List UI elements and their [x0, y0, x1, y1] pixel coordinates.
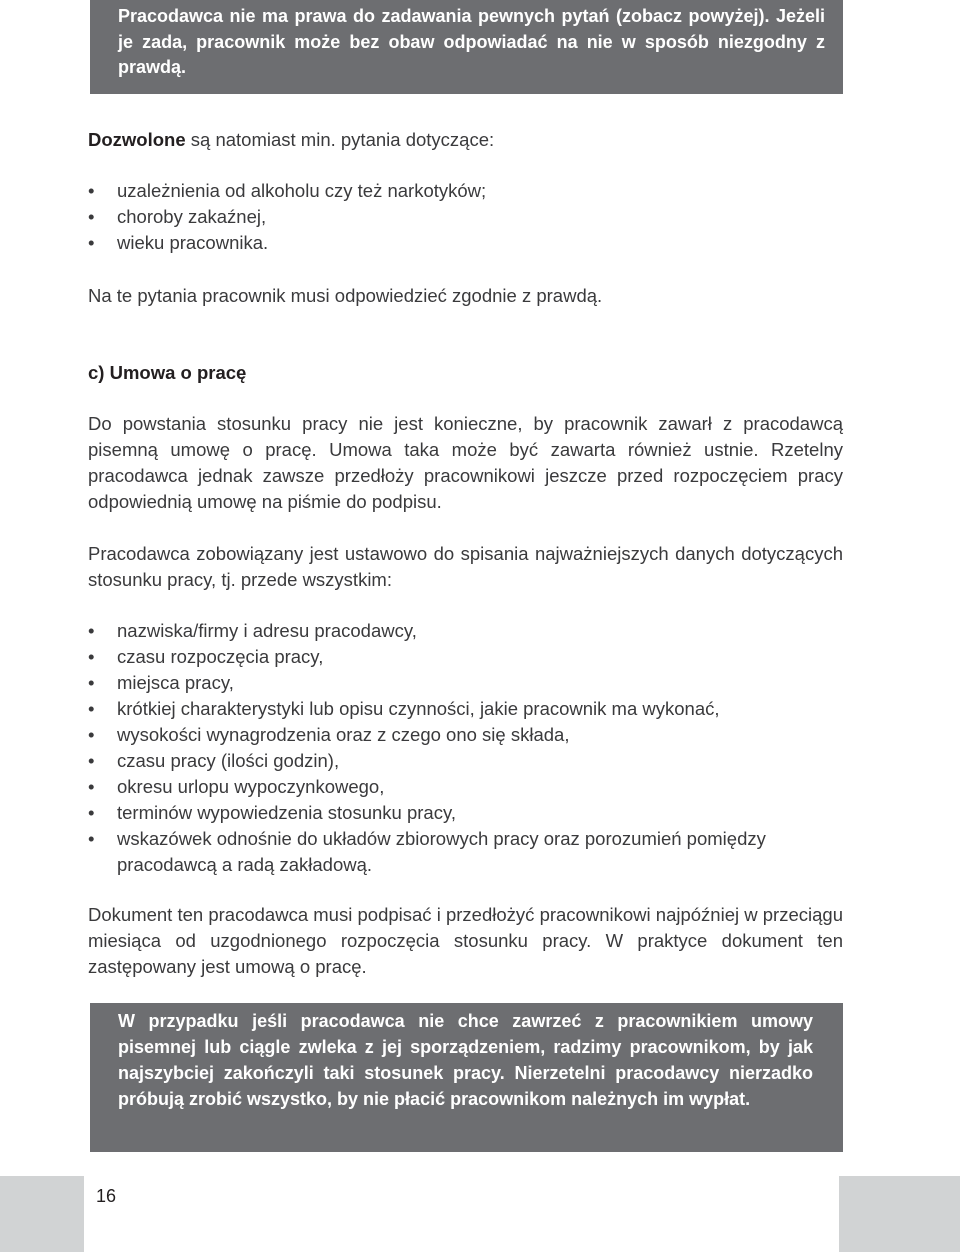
- allowed-intro: [88, 127, 843, 153]
- paragraph-1: Do powstania stosunku pracy nie jest konieczne, by pracownik zawarł z pracodawcą pisemną umowę o pracę. Umowa taka może być zawarta również ustnie. Rzetelny pracodawca jednak zawsze przedłoży pracownikowi jeszcze przed rozpoczęciem pracy odpowiednią umowę na piśmie do podpisu.: [88, 413, 843, 512]
- paragraph-3: Dokument ten pracodawca musi podpisać i przedłożyć pracownikowi najpóźniej w przeciągu miesiąca od uzgodnionego rozpoczęcia stosunku pracy. W praktyce dokument ten zastępowany jest umową o pracę.: [88, 904, 843, 977]
- allowed-list: [88, 178, 843, 256]
- contract-items-list: [88, 618, 843, 878]
- list-item: • wieku pracownika.: [88, 230, 843, 256]
- section-heading: c) Umowa o pracę: [88, 362, 247, 383]
- list-item: • terminów wypowiedzenia stosunku pracy,: [88, 800, 843, 826]
- bottom-callout-box: [90, 1003, 843, 1152]
- section-c-para1-block: [88, 411, 843, 515]
- list-item: • uzależnienia od alkoholu czy też narkotyków;: [88, 178, 843, 204]
- section-c-heading-block: [88, 360, 843, 386]
- section-c-para3-block: [88, 902, 843, 980]
- allowed-closing: Na te pytania pracownik musi odpowiedzieć zgodnie z prawdą.: [88, 285, 603, 306]
- list-item: • okresu urlopu wypoczynkowego,: [88, 774, 843, 800]
- section-c-para2-block: [88, 541, 843, 593]
- allowed-closing-block: [88, 283, 843, 309]
- top-callout-text: Pracodawca nie ma prawa do zadawania pewnych pytań (zobacz powyżej). Jeżeli je zada, pracownik może bez obaw odpowiadać na nie w sposób niezgodny z prawdą.: [118, 6, 825, 77]
- list-item: • krótkiej charakterystyki lub opisu czynności, jakie pracownik ma wykonać,: [88, 696, 843, 722]
- allowed-intro-rest: są natomiast min. pytania dotyczące:: [185, 129, 495, 150]
- top-callout-box: [90, 0, 843, 94]
- bottom-callout-text: W przypadku jeśli pracodawca nie chce zawrzeć z pracownikiem umowy pisemnej lub ciągle zwleka z jej sporządzeniem, radzimy pracownikom, by jak najszybciej zakończyli taki stosunek pracy. Nierzetelni pracodawcy nierzadko próbują zrobić wszystko, by nie płacić pracownikom należnych im wypłat.: [118, 1011, 813, 1109]
- list-item: • wskazówek odnośnie do układów zbiorowych pracy oraz porozumień pomiędzy pracodawcą a radą zakładową.: [88, 826, 843, 878]
- list-item: • choroby zakaźnej,: [88, 204, 843, 230]
- list-item: • czasu rozpoczęcia pracy,: [88, 644, 843, 670]
- page-number: 16: [96, 1186, 117, 1206]
- list-item: • czasu pracy (ilości godzin),: [88, 748, 843, 774]
- allowed-intro-bold: Dozwolone: [88, 129, 186, 150]
- list-item: • wysokości wynagrodzenia oraz z czego ono się składa,: [88, 722, 843, 748]
- footer-box: [84, 1176, 839, 1252]
- list-item: • nazwiska/firmy i adresu pracodawcy,: [88, 618, 843, 644]
- list-item: • miejsca pracy,: [88, 670, 843, 696]
- paragraph-2: Pracodawca zobowiązany jest ustawowo do spisania najważniejszych danych dotyczących stosunku pracy, tj. przede wszystkim:: [88, 543, 843, 590]
